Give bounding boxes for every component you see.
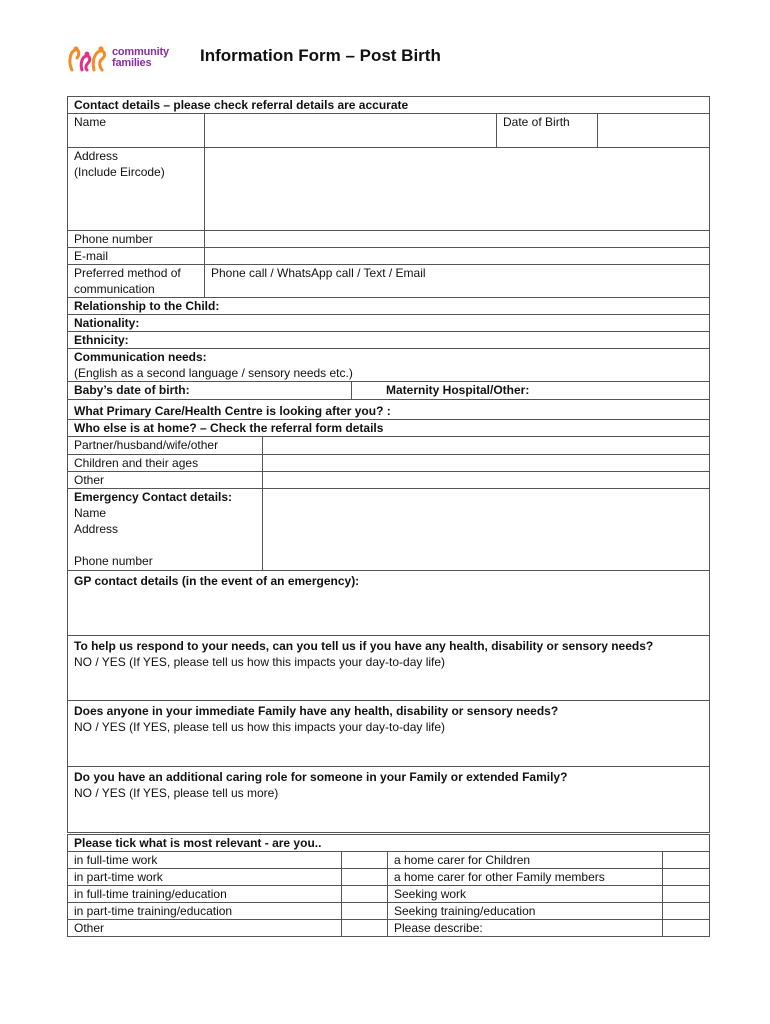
maternity-hospital-field[interactable]: Maternity Hospital/Other: <box>352 382 710 400</box>
option-part-time-work: in part-time work <box>68 869 342 886</box>
community-families-logo <box>66 44 186 72</box>
family-figures-icon <box>66 44 112 72</box>
checkbox-seeking-work[interactable] <box>663 886 710 903</box>
checkbox-part-time-training[interactable] <box>342 903 388 920</box>
checkbox-part-time-work[interactable] <box>342 869 388 886</box>
household-heading: Who else is at home? – Check the referral form details <box>68 420 710 437</box>
option-part-time-training: in part-time training/education <box>68 903 342 920</box>
email-field[interactable] <box>205 248 710 265</box>
option-full-time-work: in full-time work <box>68 852 342 869</box>
checkbox-home-carer-children[interactable] <box>663 852 710 869</box>
tick-relevant-table <box>67 834 710 937</box>
ethnicity-field[interactable]: Ethnicity: <box>68 332 710 349</box>
option-home-carer-children: a home carer for Children <box>388 852 663 869</box>
dob-field[interactable] <box>598 114 710 148</box>
children-field[interactable] <box>263 455 710 472</box>
dob-label: Date of Birth <box>497 114 598 148</box>
partner-field[interactable] <box>263 437 710 455</box>
checkbox-full-time-training[interactable] <box>342 886 388 903</box>
phone-field[interactable] <box>205 231 710 248</box>
gp-contact-field[interactable]: GP contact details (in the event of an emergency): <box>68 571 710 636</box>
tick-heading: Please tick what is most relevant - are you.. <box>68 835 710 852</box>
option-full-time-training: in full-time training/education <box>68 886 342 903</box>
household-table <box>67 419 710 833</box>
logo-wordmark: community families <box>112 46 169 69</box>
option-please-describe: Please describe: <box>388 920 663 937</box>
communication-needs-field[interactable]: Communication needs: (English as a second language / sensory needs etc.) <box>68 349 710 382</box>
contact-details-table <box>67 96 710 298</box>
option-seeking-work: Seeking work <box>388 886 663 903</box>
caring-role-question[interactable]: Do you have an additional caring role for someone in your Family or extended Family? NO / YES (If YES, please tell us more) <box>68 767 710 833</box>
checkbox-seeking-training[interactable] <box>663 903 710 920</box>
email-label: E-mail <box>68 248 205 265</box>
other-label: Other <box>68 472 263 489</box>
checkbox-other[interactable] <box>342 920 388 937</box>
preferred-method-options[interactable]: Phone call / WhatsApp call / Text / Email <box>205 265 710 298</box>
phone-label: Phone number <box>68 231 205 248</box>
primary-care-field[interactable]: What Primary Care/Health Centre is looking after you? : <box>68 400 710 420</box>
child-details-table <box>67 297 710 420</box>
emergency-contact-field[interactable] <box>263 489 710 571</box>
option-seeking-training: Seeking training/education <box>388 903 663 920</box>
children-label: Children and their ages <box>68 455 263 472</box>
address-label: Address (Include Eircode) <box>68 148 205 231</box>
health-needs-question[interactable]: To help us respond to your needs, can you tell us if you have any health, disability or sensory needs? NO / YES (If YES, please tell us how this impacts your day-to-day life) <box>68 636 710 701</box>
relationship-field[interactable]: Relationship to the Child: <box>68 298 710 315</box>
partner-label: Partner/husband/wife/other <box>68 437 263 455</box>
address-field[interactable] <box>205 148 710 231</box>
contact-heading: Contact details – please check referral details are accurate <box>68 97 710 114</box>
name-label: Name <box>68 114 205 148</box>
page-title: Information Form – Post Birth <box>200 46 441 65</box>
nationality-field[interactable]: Nationality: <box>68 315 710 332</box>
checkbox-please-describe[interactable] <box>663 920 710 937</box>
checkbox-home-carer-family[interactable] <box>663 869 710 886</box>
baby-dob-field[interactable]: Baby’s date of birth: <box>68 382 352 400</box>
checkbox-full-time-work[interactable] <box>342 852 388 869</box>
preferred-method-label: Preferred method of communication <box>68 265 205 298</box>
emergency-contact-label: Emergency Contact details: Name Address Phone number <box>68 489 263 571</box>
option-home-carer-family: a home carer for other Family members <box>388 869 663 886</box>
name-field[interactable] <box>205 114 497 148</box>
option-other: Other <box>68 920 342 937</box>
other-field[interactable] <box>263 472 710 489</box>
family-needs-question[interactable]: Does anyone in your immediate Family have any health, disability or sensory needs? NO / YES (If YES, please tell us how this impacts your day-to-day life) <box>68 701 710 767</box>
